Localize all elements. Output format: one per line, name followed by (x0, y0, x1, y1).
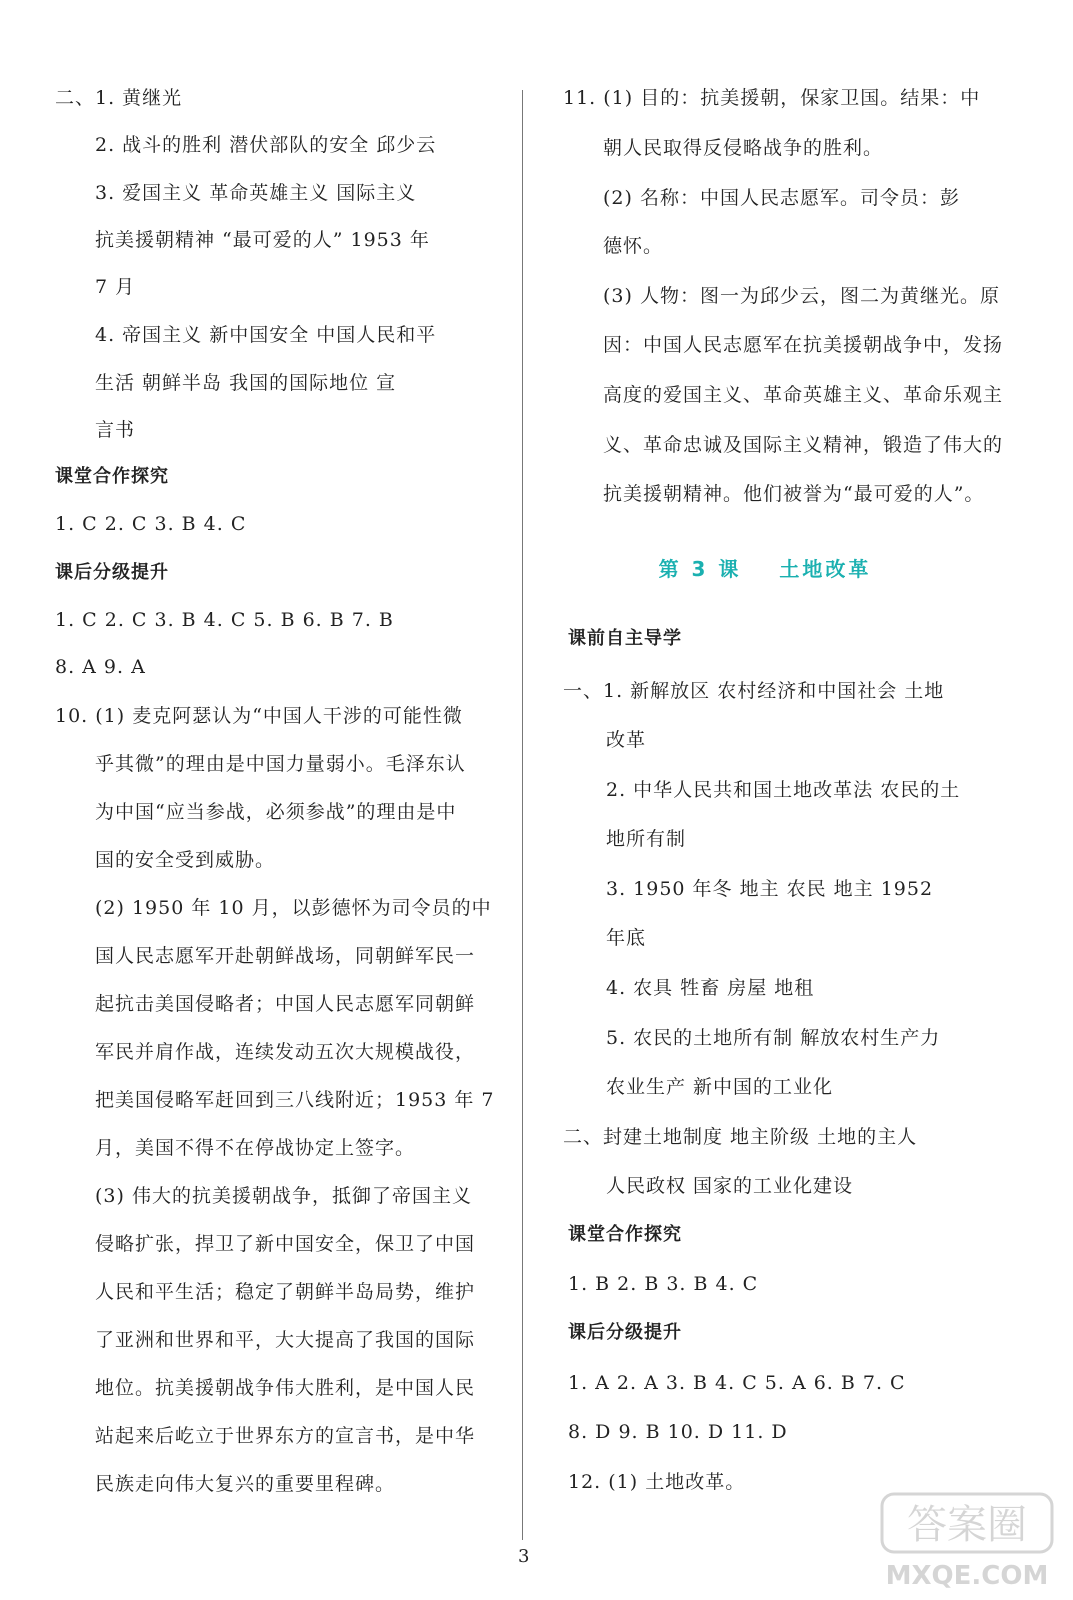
text-line: 国人民志愿军开赴朝鲜战场，同朝鲜军民一 (95, 945, 476, 967)
text-line: 民族走向伟大复兴的重要里程碑。 (95, 1473, 396, 1495)
text-line: 了亚洲和世界和平，大大提高了我国的国际 (95, 1329, 476, 1351)
watermark-logo (872, 1488, 1062, 1592)
section-heading: 课堂合作探究 (55, 466, 169, 487)
text-line: 国的安全受到威胁。 (95, 849, 276, 871)
text-line: 8. D 9. B 10. D 11. D (568, 1421, 788, 1443)
text-line: 起抗击美国侵略者；中国人民志愿军同朝鲜 (95, 993, 476, 1015)
column-divider (522, 90, 523, 1540)
text-line: 人民政权 国家的工业化建设 (606, 1175, 854, 1197)
text-line: 为中国“应当参战，必须参战”的理由是中 (95, 801, 457, 823)
text-line: 义、革命忠诚及国际主义精神，锻造了伟大的 (603, 434, 1004, 456)
text-line: 高度的爱国主义、革命英雄主义、革命乐观主 (603, 384, 1004, 406)
text-line: 站起来后屹立于世界东方的宣言书，是中华 (95, 1425, 476, 1447)
text-line: 5. 农民的土地所有制 解放农村生产力 (606, 1027, 941, 1049)
text-line: 一、1. 新解放区 农村经济和中国社会 土地 (563, 680, 945, 702)
text-line: 人民和平生活；稳定了朝鲜半岛局势，维护 (95, 1281, 476, 1303)
text-line: 4. 农具 牲畜 房屋 地租 (606, 977, 815, 999)
text-line: 1. C 2. C 3. B 4. C (55, 513, 247, 535)
watermark-top: 答案圈 (907, 1502, 1027, 1548)
text-line: 乎其微”的理由是中国力量弱小。毛泽东认 (95, 753, 466, 775)
text-line: 月，美国不得不在停战协定上签字。 (95, 1137, 416, 1159)
text-line: 朝人民取得反侵略战争的胜利。 (603, 137, 884, 159)
text-line: 言书 (95, 419, 136, 441)
text-line: 2. 战斗的胜利 潜伏部队的安全 邱少云 (95, 134, 437, 156)
text-line: 年底 (606, 927, 647, 949)
watermark-bottom: MXQE.COM (885, 1561, 1049, 1591)
text-line: 二、1. 黄继光 (55, 87, 183, 109)
text-line: 二、封建土地制度 地主阶级 土地的主人 (563, 1126, 918, 1148)
text-line: 把美国侵略军赶回到三八线附近；1953 年 7 (95, 1089, 495, 1111)
section-heading: 课堂合作探究 (568, 1224, 682, 1245)
text-line: 1. B 2. B 3. B 4. C (568, 1273, 759, 1295)
text-line: 1. A 2. A 3. B 4. C 5. A 6. B 7. C (568, 1372, 906, 1394)
text-line: 因：中国人民志愿军在抗美援朝战争中，发扬 (603, 334, 1004, 356)
text-line: 地位。抗美援朝战争伟大胜利，是中国人民 (95, 1377, 476, 1399)
text-line: 德怀。 (603, 235, 664, 257)
text-line: (2) 1950 年 10 月，以彭德怀为司令员的中 (95, 897, 492, 919)
text-line: (2) 名称：中国人民志愿军。司令员：彭 (603, 187, 960, 209)
text-line: 4. 帝国主义 新中国安全 中国人民和平 (95, 324, 437, 346)
text-line: 农业生产 新中国的工业化 (606, 1076, 834, 1098)
lesson-title (580, 553, 950, 582)
text-line: 8. A 9. A (55, 656, 146, 678)
text-line: 3. 1950 年冬 地主 农民 地主 1952 (606, 878, 934, 900)
text-line: (3) 人物：图一为邱少云，图二为黄继光。原 (603, 285, 1000, 307)
section-heading: 课后分级提升 (55, 562, 169, 583)
text-line: 生活 朝鲜半岛 我国的国际地位 宣 (95, 372, 397, 394)
text-line: 1. C 2. C 3. B 4. C 5. B 6. B 7. B (55, 609, 394, 631)
text-line: 军民并肩作战，连续发动五次大规模战役， (95, 1041, 476, 1063)
section-heading: 课前自主导学 (568, 628, 682, 649)
text-line: 改革 (606, 729, 647, 751)
text-line: 12. (1) 土地改革。 (568, 1471, 746, 1493)
text-line: 10. (1) 麦克阿瑟认为“中国人干涉的可能性微 (55, 705, 463, 727)
text-line: 11. (1) 目的：抗美援朝，保家卫国。结果：中 (563, 87, 981, 109)
section-heading: 课后分级提升 (568, 1322, 682, 1343)
text-line: 地所有制 (606, 828, 687, 850)
lesson-name: 土地改革 (779, 557, 872, 581)
text-line: 7 月 (95, 276, 136, 298)
text-line: 侵略扩张，捍卫了新中国安全，保卫了中国 (95, 1233, 476, 1255)
page-number: 3 (518, 1546, 530, 1567)
text-line: 3. 爱国主义 革命英雄主义 国际主义 (95, 182, 417, 204)
text-line: 抗美援朝精神 “最可爱的人” 1953 年 (95, 229, 430, 251)
text-line: (3) 伟大的抗美援朝战争，抵御了帝国主义 (95, 1185, 472, 1207)
text-line: 2. 中华人民共和国土地改革法 农民的土 (606, 779, 961, 801)
text-line: 抗美援朝精神。他们被誉为“最可爱的人”。 (603, 483, 985, 505)
lesson-number: 第 3 课 (658, 557, 742, 581)
